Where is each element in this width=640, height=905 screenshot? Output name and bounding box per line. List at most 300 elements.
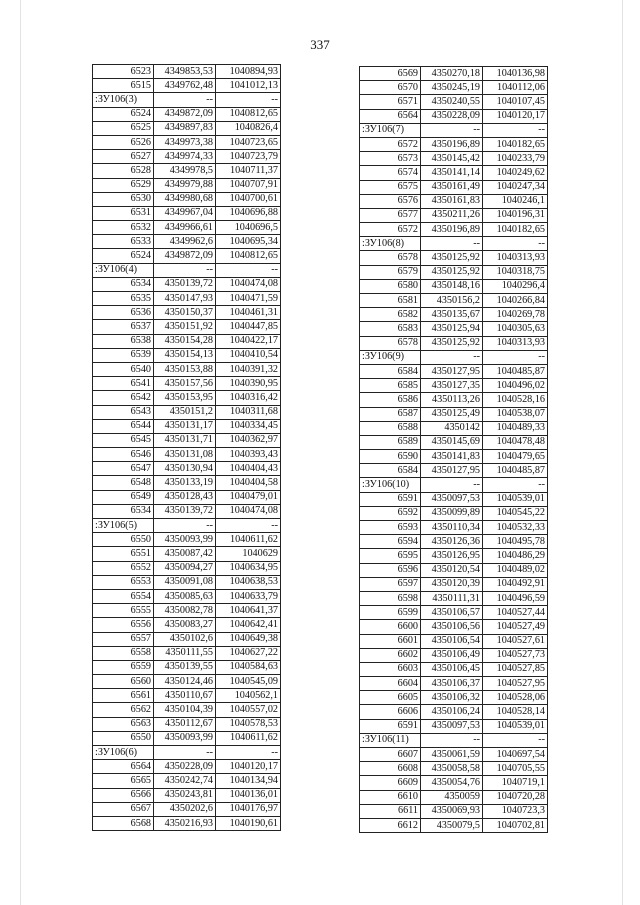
table-row — [360, 67, 548, 81]
y-coordinate-cell: 1040812,65 — [216, 107, 281, 121]
y-coordinate-cell: 1040313,93 — [483, 251, 548, 265]
y-coordinate-cell: 1040489,02 — [483, 563, 548, 577]
table-row — [93, 731, 281, 745]
y-coordinate-cell: 1040233,79 — [483, 152, 548, 166]
y-coordinate-cell: 1040190,61 — [216, 816, 281, 830]
y-coordinate-cell: -- — [216, 263, 281, 277]
point-number-cell: 6593 — [360, 521, 421, 535]
point-number-cell: 6569 — [360, 67, 421, 81]
x-coordinate-cell: 4350133,19 — [154, 476, 216, 490]
x-coordinate-cell: 4350156,2 — [421, 294, 483, 308]
x-coordinate-cell: 4350270,18 — [421, 67, 483, 81]
y-coordinate-cell: 1040266,84 — [483, 294, 548, 308]
y-coordinate-cell: -- — [483, 237, 548, 251]
point-number-cell: 6545 — [93, 433, 154, 447]
point-number-cell: 6524 — [93, 107, 154, 121]
table-row — [360, 818, 548, 832]
x-coordinate-cell: 4350097,53 — [421, 719, 483, 733]
y-coordinate-cell: 1040107,45 — [483, 95, 548, 109]
y-coordinate-cell: 1040649,38 — [216, 632, 281, 646]
table-row — [93, 405, 281, 419]
x-coordinate-cell: 4350125,92 — [421, 336, 483, 350]
table-row — [93, 618, 281, 632]
y-coordinate-cell: 1040313,93 — [483, 336, 548, 350]
point-number-cell: 6602 — [360, 648, 421, 662]
y-coordinate-cell: 1041012,13 — [216, 79, 281, 93]
table-row — [360, 294, 548, 308]
x-coordinate-cell: 4350113,26 — [421, 393, 483, 407]
y-coordinate-cell: -- — [216, 93, 281, 107]
point-number-cell: 6595 — [360, 549, 421, 563]
y-coordinate-cell: 1040696,5 — [216, 221, 281, 235]
y-coordinate-cell: 1040723,79 — [216, 150, 281, 164]
point-number-cell: 6606 — [360, 705, 421, 719]
table-row — [360, 421, 548, 435]
point-number-cell: 6541 — [93, 377, 154, 391]
point-number-cell: 6568 — [93, 816, 154, 830]
table-row — [93, 703, 281, 717]
x-coordinate-cell: 4350093,99 — [154, 731, 216, 745]
table-row — [360, 435, 548, 449]
point-number-cell: 6582 — [360, 308, 421, 322]
point-number-cell: 6523 — [93, 65, 154, 79]
y-coordinate-cell: 1040723,3 — [483, 804, 548, 818]
x-coordinate-cell: 4350139,72 — [154, 277, 216, 291]
x-coordinate-cell: 4350125,49 — [421, 407, 483, 421]
table-row — [93, 221, 281, 235]
x-coordinate-cell: 4350127,35 — [421, 379, 483, 393]
y-coordinate-cell: 1040391,32 — [216, 362, 281, 376]
point-number-cell: 6585 — [360, 379, 421, 393]
point-number-cell: 6579 — [360, 265, 421, 279]
point-number-cell: 6533 — [93, 235, 154, 249]
x-coordinate-cell: -- — [421, 123, 483, 137]
y-coordinate-cell: 1040719,1 — [483, 776, 548, 790]
point-number-cell: 6575 — [360, 180, 421, 194]
point-number-cell: 6564 — [93, 760, 154, 774]
point-number-cell: 6550 — [93, 731, 154, 745]
y-coordinate-cell: 1040629 — [216, 547, 281, 561]
table-row — [93, 164, 281, 178]
table-row — [93, 206, 281, 220]
table-row — [360, 152, 548, 166]
y-coordinate-cell: 1040527,73 — [483, 648, 548, 662]
x-coordinate-cell: 4350196,89 — [421, 223, 483, 237]
coordinates-table-right — [359, 66, 548, 833]
table-row — [93, 334, 281, 348]
x-coordinate-cell: 4350141,14 — [421, 166, 483, 180]
table-row — [360, 379, 548, 393]
x-coordinate-cell: 4349974,33 — [154, 150, 216, 164]
point-number-cell: 6549 — [93, 490, 154, 504]
table-row — [93, 476, 281, 490]
y-coordinate-cell: 1040634,95 — [216, 561, 281, 575]
x-coordinate-cell: -- — [421, 237, 483, 251]
section-header-row — [360, 478, 548, 492]
x-coordinate-cell: -- — [154, 93, 216, 107]
x-coordinate-cell: 4350082,78 — [154, 604, 216, 618]
y-coordinate-cell: 1040496,59 — [483, 591, 548, 605]
x-coordinate-cell: 4350097,53 — [421, 492, 483, 506]
x-coordinate-cell: 4350106,45 — [421, 662, 483, 676]
table-row — [93, 561, 281, 575]
point-number-cell: 6532 — [93, 221, 154, 235]
point-number-cell: 6550 — [93, 533, 154, 547]
y-coordinate-cell: 1040528,14 — [483, 705, 548, 719]
x-coordinate-cell: 4350079,5 — [421, 818, 483, 832]
point-number-cell: 6589 — [360, 435, 421, 449]
y-coordinate-cell: 1040527,61 — [483, 634, 548, 648]
x-coordinate-cell: 4350106,32 — [421, 691, 483, 705]
x-coordinate-cell: 4350127,95 — [421, 464, 483, 478]
x-coordinate-cell: 4350161,83 — [421, 194, 483, 208]
point-number-cell: 6543 — [93, 405, 154, 419]
x-coordinate-cell: 4350245,19 — [421, 81, 483, 95]
y-coordinate-cell: 1040479,01 — [216, 490, 281, 504]
point-number-cell: 6611 — [360, 804, 421, 818]
y-coordinate-cell: 1040539,01 — [483, 492, 548, 506]
point-number-cell: 6563 — [93, 717, 154, 731]
table-row — [360, 762, 548, 776]
point-number-cell: 6601 — [360, 634, 421, 648]
table-row — [360, 322, 548, 336]
point-number-cell: 6590 — [360, 450, 421, 464]
y-coordinate-cell: 1040711,37 — [216, 164, 281, 178]
parcel-label-cell: :ЗУ106(8) — [360, 237, 421, 251]
point-number-cell: 6527 — [93, 150, 154, 164]
table-row — [93, 547, 281, 561]
x-coordinate-cell: 4350106,37 — [421, 677, 483, 691]
x-coordinate-cell: 4350147,93 — [154, 292, 216, 306]
parcel-label-cell: :ЗУ106(9) — [360, 350, 421, 364]
x-coordinate-cell: 4350142 — [421, 421, 483, 435]
point-number-cell: 6524 — [93, 249, 154, 263]
table-row — [360, 648, 548, 662]
y-coordinate-cell: 1040447,85 — [216, 320, 281, 334]
scan-edge-right — [622, 0, 623, 905]
y-coordinate-cell: 1040120,17 — [216, 760, 281, 774]
y-coordinate-cell: 1040527,85 — [483, 662, 548, 676]
table-row — [93, 362, 281, 376]
x-coordinate-cell: 4350124,46 — [154, 675, 216, 689]
point-number-cell: 6572 — [360, 137, 421, 151]
table-row — [93, 448, 281, 462]
x-coordinate-cell: 4350125,92 — [421, 265, 483, 279]
y-coordinate-cell: 1040478,48 — [483, 435, 548, 449]
x-coordinate-cell: 4350139,55 — [154, 660, 216, 674]
table-row — [360, 563, 548, 577]
y-coordinate-cell: 1040702,81 — [483, 818, 548, 832]
table-row — [360, 677, 548, 691]
coordinates-table-left — [92, 64, 281, 831]
y-coordinate-cell: 1040696,88 — [216, 206, 281, 220]
table-row — [93, 235, 281, 249]
point-number-cell: 6605 — [360, 691, 421, 705]
point-number-cell: 6552 — [93, 561, 154, 575]
point-number-cell: 6548 — [93, 476, 154, 490]
y-coordinate-cell: 1040296,4 — [483, 279, 548, 293]
table-row — [93, 760, 281, 774]
x-coordinate-cell: 4350127,95 — [421, 364, 483, 378]
point-number-cell: 6538 — [93, 334, 154, 348]
point-number-cell: 6578 — [360, 336, 421, 350]
point-number-cell: 6537 — [93, 320, 154, 334]
point-number-cell: 6584 — [360, 464, 421, 478]
x-coordinate-cell: 4350150,37 — [154, 306, 216, 320]
table-row — [93, 79, 281, 93]
table-row — [360, 393, 548, 407]
x-coordinate-cell: 4350240,55 — [421, 95, 483, 109]
table-row — [360, 748, 548, 762]
x-coordinate-cell: 4350126,95 — [421, 549, 483, 563]
parcel-label-cell: :ЗУ106(4) — [93, 263, 154, 277]
table-row — [360, 95, 548, 109]
y-coordinate-cell: 1040136,01 — [216, 788, 281, 802]
table-row — [93, 504, 281, 518]
y-coordinate-cell: 1040527,95 — [483, 677, 548, 691]
x-coordinate-cell: 4350243,81 — [154, 788, 216, 802]
table-row — [93, 277, 281, 291]
point-number-cell: 6554 — [93, 589, 154, 603]
y-coordinate-cell: -- — [216, 519, 281, 533]
y-coordinate-cell: 1040812,65 — [216, 249, 281, 263]
x-coordinate-cell: 4350106,56 — [421, 620, 483, 634]
y-coordinate-cell: 1040182,65 — [483, 223, 548, 237]
table-row — [360, 662, 548, 676]
table-row — [360, 620, 548, 634]
point-number-cell: 6542 — [93, 391, 154, 405]
x-coordinate-cell: 4350125,94 — [421, 322, 483, 336]
table-row — [93, 689, 281, 703]
x-coordinate-cell: 4350145,69 — [421, 435, 483, 449]
point-number-cell: 6574 — [360, 166, 421, 180]
x-coordinate-cell: 4350148,16 — [421, 279, 483, 293]
point-number-cell: 6596 — [360, 563, 421, 577]
table-row — [360, 166, 548, 180]
point-number-cell: 6572 — [360, 223, 421, 237]
table-row — [93, 717, 281, 731]
y-coordinate-cell: -- — [483, 733, 548, 747]
table-row — [360, 81, 548, 95]
y-coordinate-cell: 1040611,62 — [216, 731, 281, 745]
point-number-cell: 6515 — [93, 79, 154, 93]
x-coordinate-cell: 4349967,04 — [154, 206, 216, 220]
point-number-cell: 6588 — [360, 421, 421, 435]
table-row — [360, 279, 548, 293]
point-number-cell: 6534 — [93, 504, 154, 518]
x-coordinate-cell: 4350216,93 — [154, 816, 216, 830]
table-row — [360, 719, 548, 733]
table-row — [360, 606, 548, 620]
x-coordinate-cell: 4349897,83 — [154, 121, 216, 135]
x-coordinate-cell: 4350083,27 — [154, 618, 216, 632]
point-number-cell: 6584 — [360, 364, 421, 378]
y-coordinate-cell: 1040707,91 — [216, 178, 281, 192]
y-coordinate-cell: 1040532,33 — [483, 521, 548, 535]
x-coordinate-cell: -- — [154, 746, 216, 760]
point-number-cell: 6609 — [360, 776, 421, 790]
point-number-cell: 6573 — [360, 152, 421, 166]
point-number-cell: 6546 — [93, 448, 154, 462]
x-coordinate-cell: 4350228,09 — [154, 760, 216, 774]
y-coordinate-cell: 1040316,42 — [216, 391, 281, 405]
y-coordinate-cell: 1040474,08 — [216, 277, 281, 291]
table-row — [360, 180, 548, 194]
point-number-cell: 6531 — [93, 206, 154, 220]
x-coordinate-cell: 4350131,17 — [154, 419, 216, 433]
x-coordinate-cell: 4350202,6 — [154, 802, 216, 816]
y-coordinate-cell: 1040720,28 — [483, 790, 548, 804]
y-coordinate-cell: 1040539,01 — [483, 719, 548, 733]
x-coordinate-cell: 4350106,54 — [421, 634, 483, 648]
table-row — [93, 348, 281, 362]
y-coordinate-cell: 1040641,37 — [216, 604, 281, 618]
y-coordinate-cell: 1040410,54 — [216, 348, 281, 362]
y-coordinate-cell: 1040404,58 — [216, 476, 281, 490]
table-row — [93, 292, 281, 306]
y-coordinate-cell: 1040247,34 — [483, 180, 548, 194]
y-coordinate-cell: 1040269,78 — [483, 308, 548, 322]
table-row — [360, 691, 548, 705]
x-coordinate-cell: 4349966,61 — [154, 221, 216, 235]
y-coordinate-cell: -- — [216, 746, 281, 760]
point-number-cell: 6561 — [93, 689, 154, 703]
table-row — [93, 589, 281, 603]
point-number-cell: 6612 — [360, 818, 421, 832]
y-coordinate-cell: 1040311,68 — [216, 405, 281, 419]
table-row — [360, 790, 548, 804]
table-row — [93, 788, 281, 802]
x-coordinate-cell: 4350099,89 — [421, 506, 483, 520]
x-coordinate-cell: 4350131,08 — [154, 448, 216, 462]
table-row — [93, 533, 281, 547]
x-coordinate-cell: 4350054,76 — [421, 776, 483, 790]
table-row — [360, 577, 548, 591]
table-row — [93, 306, 281, 320]
parcel-label-cell: :ЗУ106(6) — [93, 746, 154, 760]
y-coordinate-cell: 1040705,55 — [483, 762, 548, 776]
x-coordinate-cell: 4350157,56 — [154, 377, 216, 391]
point-number-cell: 6598 — [360, 591, 421, 605]
point-number-cell: 6544 — [93, 419, 154, 433]
table-row — [93, 377, 281, 391]
y-coordinate-cell: 1040642,41 — [216, 618, 281, 632]
point-number-cell: 6530 — [93, 192, 154, 206]
table-row — [93, 150, 281, 164]
section-header-row — [93, 93, 281, 107]
y-coordinate-cell: 1040485,87 — [483, 464, 548, 478]
y-coordinate-cell: 1040527,44 — [483, 606, 548, 620]
y-coordinate-cell: -- — [483, 350, 548, 364]
y-coordinate-cell: 1040562,1 — [216, 689, 281, 703]
point-number-cell: 6559 — [93, 660, 154, 674]
x-coordinate-cell: 4350059 — [421, 790, 483, 804]
x-coordinate-cell: 4350104,39 — [154, 703, 216, 717]
x-coordinate-cell: 4350094,27 — [154, 561, 216, 575]
x-coordinate-cell: -- — [154, 263, 216, 277]
x-coordinate-cell: 4349872,09 — [154, 249, 216, 263]
x-coordinate-cell: 4349980,68 — [154, 192, 216, 206]
y-coordinate-cell: 1040538,07 — [483, 407, 548, 421]
y-coordinate-cell: 1040627,22 — [216, 646, 281, 660]
x-coordinate-cell: 4350106,24 — [421, 705, 483, 719]
y-coordinate-cell: 1040695,34 — [216, 235, 281, 249]
x-coordinate-cell: 4350161,49 — [421, 180, 483, 194]
y-coordinate-cell: 1040723,65 — [216, 135, 281, 149]
y-coordinate-cell: 1040182,65 — [483, 137, 548, 151]
y-coordinate-cell: 1040700,61 — [216, 192, 281, 206]
table-row — [93, 249, 281, 263]
table-row — [93, 192, 281, 206]
table-row — [93, 646, 281, 660]
y-coordinate-cell: 1040489,33 — [483, 421, 548, 435]
point-number-cell: 6576 — [360, 194, 421, 208]
point-number-cell: 6539 — [93, 348, 154, 362]
y-coordinate-cell: 1040120,17 — [483, 109, 548, 123]
table-row — [93, 65, 281, 79]
point-number-cell: 6604 — [360, 677, 421, 691]
x-coordinate-cell: 4350126,36 — [421, 535, 483, 549]
y-coordinate-cell: 1040638,53 — [216, 575, 281, 589]
x-coordinate-cell: 4350145,42 — [421, 152, 483, 166]
x-coordinate-cell: 4350111,55 — [154, 646, 216, 660]
y-coordinate-cell: 1040611,62 — [216, 533, 281, 547]
point-number-cell: 6600 — [360, 620, 421, 634]
y-coordinate-cell: 1040485,87 — [483, 364, 548, 378]
x-coordinate-cell: 4350125,92 — [421, 251, 483, 265]
point-number-cell: 6597 — [360, 577, 421, 591]
x-coordinate-cell: 4350110,34 — [421, 521, 483, 535]
y-coordinate-cell: 1040422,17 — [216, 334, 281, 348]
table-row — [93, 660, 281, 674]
y-coordinate-cell: 1040527,49 — [483, 620, 548, 634]
table-row — [93, 121, 281, 135]
table-row — [360, 137, 548, 151]
section-header-row — [93, 746, 281, 760]
table-row — [360, 549, 548, 563]
x-coordinate-cell: 4350228,09 — [421, 109, 483, 123]
point-number-cell: 6525 — [93, 121, 154, 135]
table-row — [360, 492, 548, 506]
y-coordinate-cell: -- — [483, 478, 548, 492]
table-row — [93, 462, 281, 476]
x-coordinate-cell: 4350061,59 — [421, 748, 483, 762]
table-row — [93, 632, 281, 646]
table-row — [93, 433, 281, 447]
y-coordinate-cell: 1040134,94 — [216, 774, 281, 788]
y-coordinate-cell: 1040393,43 — [216, 448, 281, 462]
y-coordinate-cell: 1040196,31 — [483, 208, 548, 222]
table-row — [360, 208, 548, 222]
point-number-cell: 6580 — [360, 279, 421, 293]
y-coordinate-cell: 1040112,06 — [483, 81, 548, 95]
x-coordinate-cell: 4350106,57 — [421, 606, 483, 620]
point-number-cell: 6535 — [93, 292, 154, 306]
point-number-cell: 6599 — [360, 606, 421, 620]
table-row — [360, 804, 548, 818]
x-coordinate-cell: 4349853,53 — [154, 65, 216, 79]
x-coordinate-cell: 4350128,43 — [154, 490, 216, 504]
point-number-cell: 6608 — [360, 762, 421, 776]
y-coordinate-cell: 1040479,65 — [483, 450, 548, 464]
table-row — [360, 308, 548, 322]
parcel-label-cell: :ЗУ106(7) — [360, 123, 421, 137]
scan-edge-left — [20, 0, 21, 905]
section-header-row — [93, 519, 281, 533]
x-coordinate-cell: 4350139,72 — [154, 504, 216, 518]
y-coordinate-cell: 1040545,09 — [216, 675, 281, 689]
x-coordinate-cell: 4350085,63 — [154, 589, 216, 603]
